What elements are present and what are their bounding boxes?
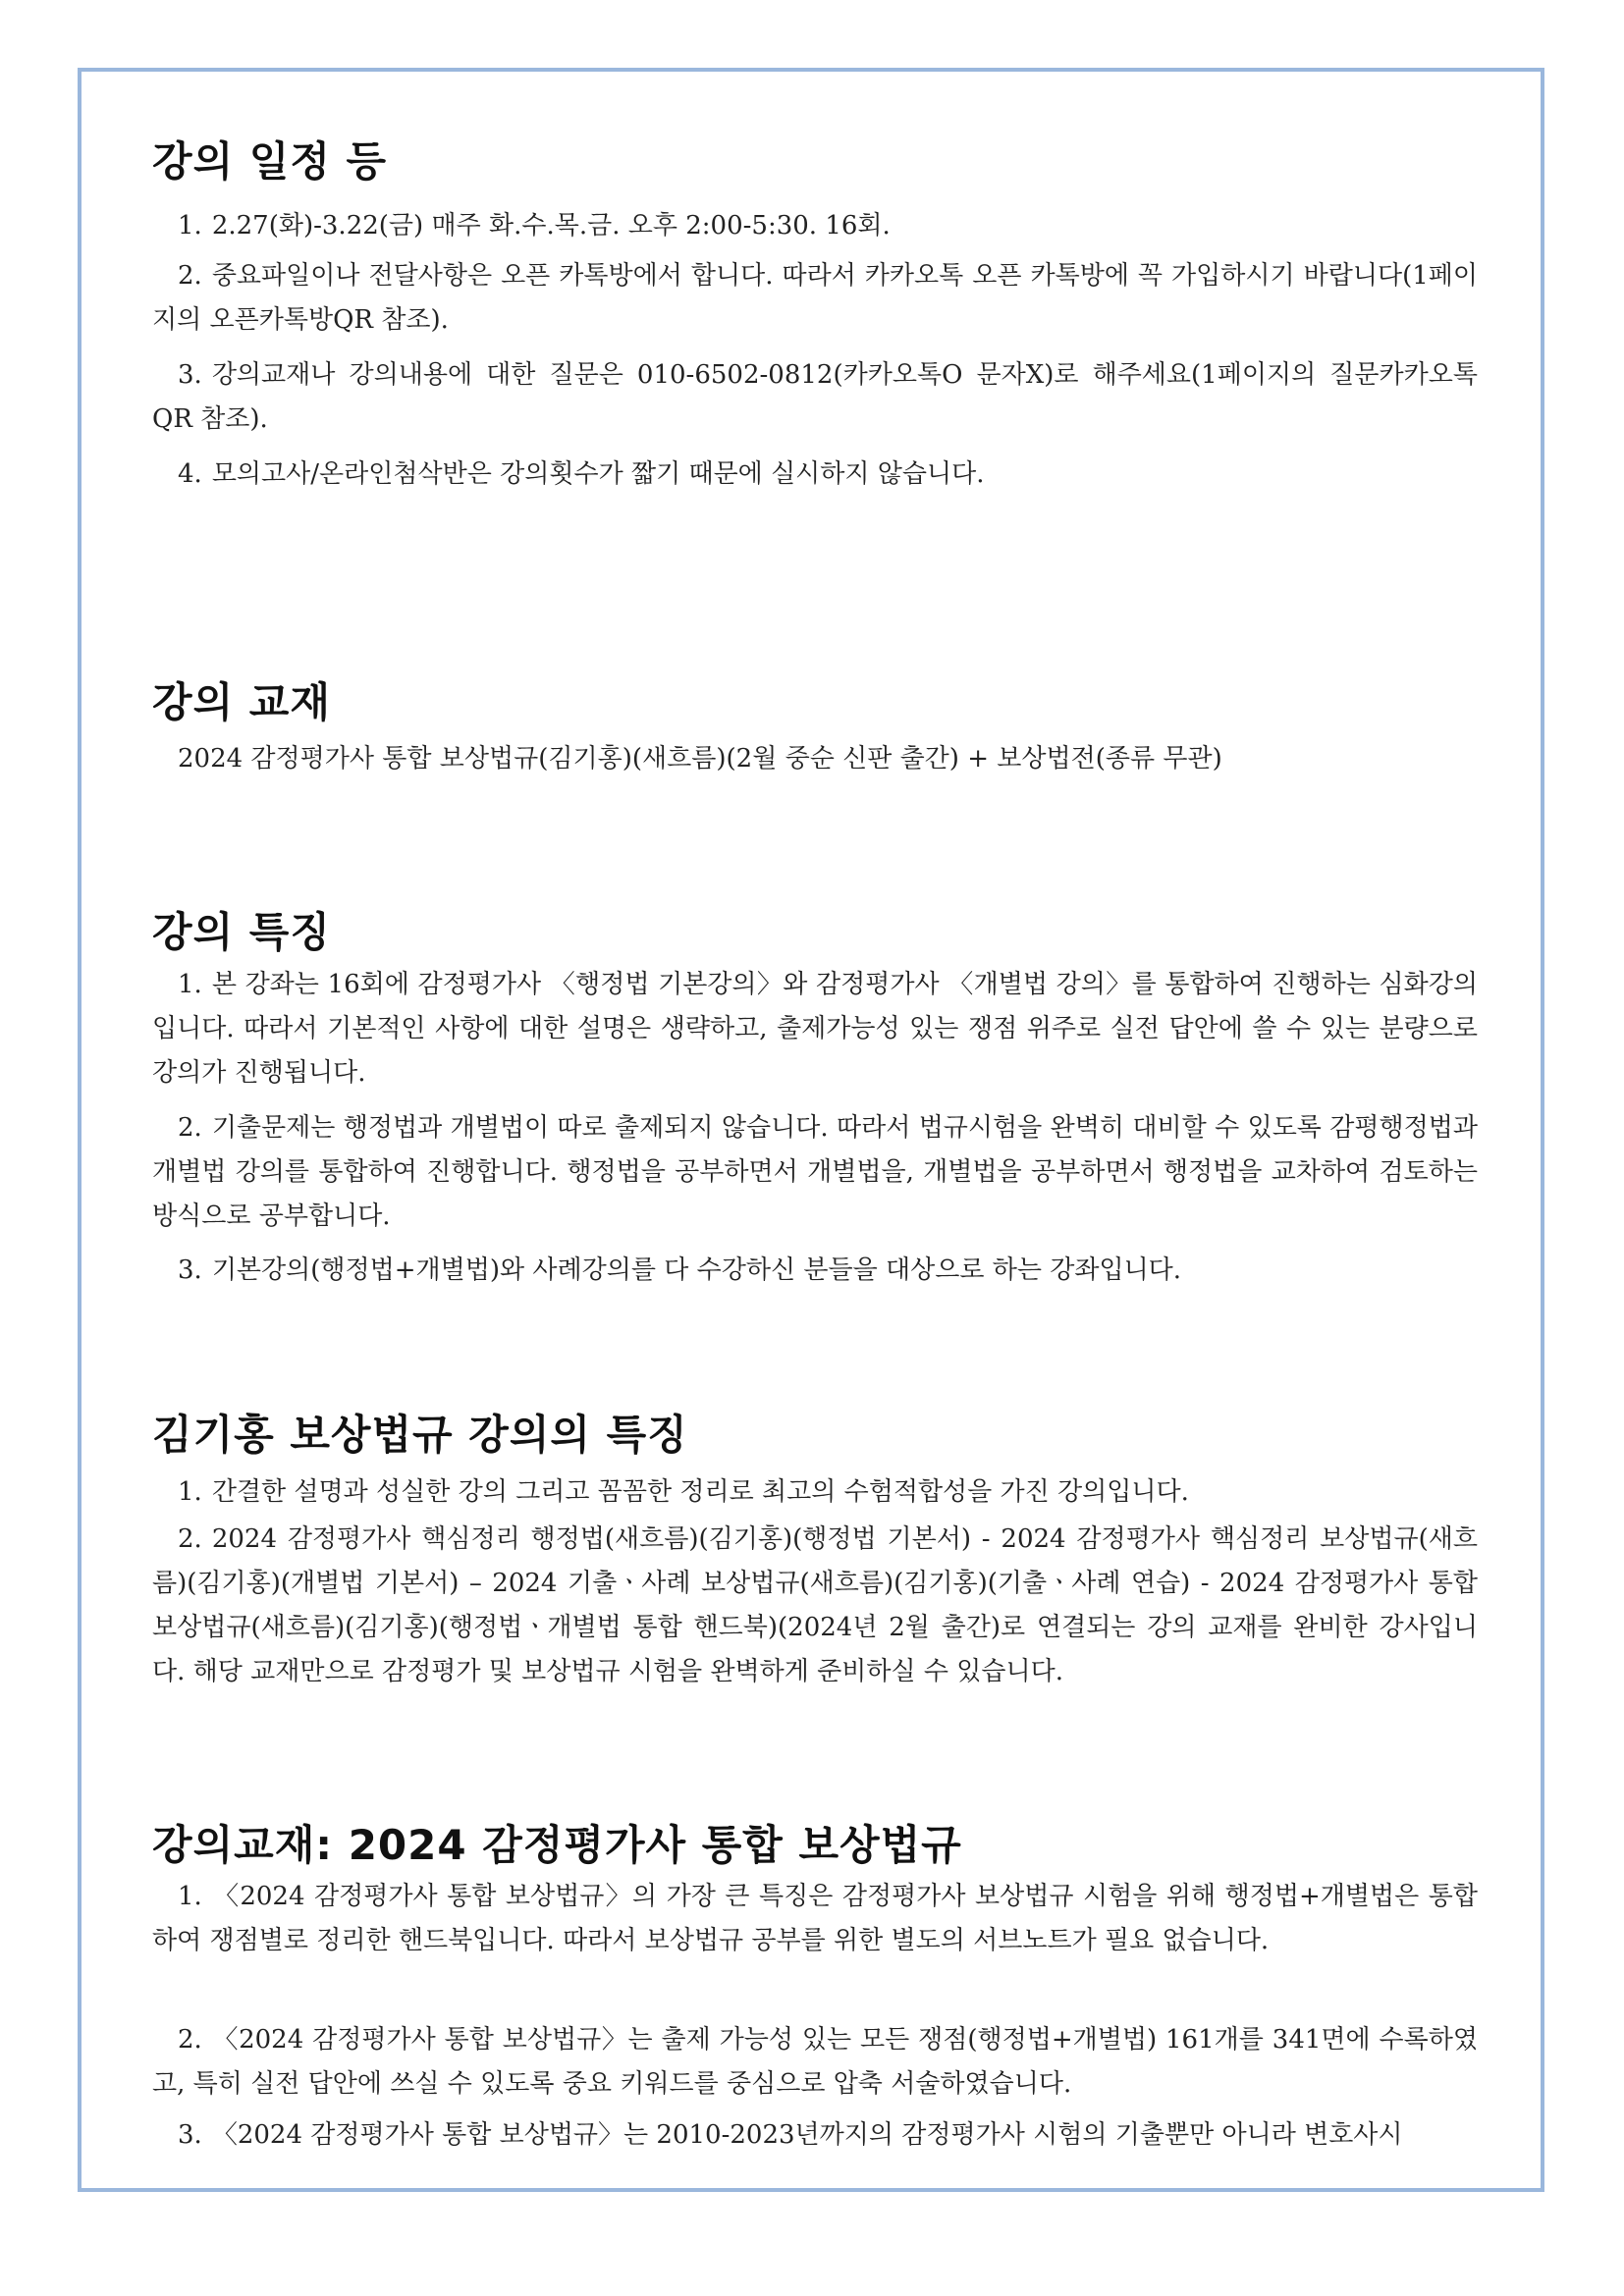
item-text: 간결한 설명과 성실한 강의 그리고 꼼꼼한 정리로 최고의 수험적합성을 가진 강의입니다.	[211, 1477, 1189, 1507]
feature-item-2	[152, 1106, 1478, 1239]
textbook-item	[152, 737, 1478, 781]
feature-item-1	[152, 963, 1478, 1095]
feature-item-3	[152, 1249, 1478, 1293]
schedule-item-1	[152, 204, 1478, 248]
section-title-instructor-features: 김기홍 보상법규 강의의 특징	[152, 1411, 688, 1459]
section-title-textbook: 강의 교재	[152, 678, 331, 726]
integrated-item-1	[152, 1875, 1478, 1963]
section-title-schedule: 강의 일정 등	[152, 137, 388, 186]
item-text: 기출문제는 행정법과 개별법이 따로 출제되지 않습니다. 따라서 법규시험을 완벽히 대비할 수 있도록 감평행정법과 개별법 강의를 통합하여 진행합니다. 행정법을 공부하면서 개별법을, 개별법을 공부하면서 행정법을 교차하여 검토하는 방식으로 공부합니다.	[152, 1113, 1478, 1231]
item-text: 2024 감정평가사 통합 보상법규(김기홍)(새흐름)(2월 중순 신판 출간) + 보상법전(종류 무관)	[178, 744, 1222, 774]
item-text: 〈2024 감정평가사 통합 보상법규〉는 2010-2023년까지의 감정평가사 시험의 기출뿐만 아니라 변호사시	[211, 2120, 1403, 2150]
item-text: 강의교재나 강의내용에 대한 질문은 010-6502-0812(카카오톡O 문자X)로 해주세요(1페이지의 질문카카오톡QR 참조).	[152, 360, 1478, 434]
item-text: 2024 감정평가사 핵심정리 행정법(새흐름)(김기홍)(행정법 기본서) - 2024 감정평가사 핵심정리 보상법규(새흐름)(김기홍)(개별법 기본서) – 2024 기출ㆍ사례 보상법규(새흐름)(김기홍)(기출ㆍ사례 연습) - 2024 감정평가사 통합 보상법규(새흐름)(김기홍)(행정법ㆍ개별법 통합 핸드북)(2024년 2월 출간)로 연결되는 강의 교재를 완비한 강사입니다. 해당 교재만으로 감정평가 및 보상법규 시험을 완벽하게 준비하실 수 있습니다.	[152, 1524, 1478, 1686]
instructor-item-2	[152, 1518, 1478, 1694]
section-title-integrated-textbook: 강의교재: 2024 감정평가사 통합 보상법규	[152, 1821, 962, 1869]
item-number: 1.	[178, 1882, 202, 1911]
item-number: 1.	[178, 1477, 202, 1507]
item-number: 1.	[178, 970, 202, 999]
item-text: 〈2024 감정평가사 통합 보상법규〉의 가장 큰 특징은 감정평가사 보상법규 시험을 위해 행정법+개별법은 통합하여 쟁점별로 정리한 핸드북입니다. 따라서 보상법규 공부를 위한 별도의 서브노트가 필요 없습니다.	[152, 1882, 1478, 1955]
item-number: 2.	[178, 1113, 202, 1143]
schedule-item-4	[152, 453, 1478, 497]
item-text: 2.27(화)-3.22(금) 매주 화.수.목.금. 오후 2:00-5:30. 16회.	[211, 211, 891, 240]
item-text: 기본강의(행정법+개별법)와 사례강의를 다 수강하신 분들을 대상으로 하는 강좌입니다.	[211, 1255, 1182, 1285]
schedule-item-3	[152, 353, 1478, 442]
section-title-features: 강의 특징	[152, 908, 331, 956]
integrated-item-2	[152, 2018, 1478, 2107]
item-number: 3.	[178, 2120, 202, 2150]
item-text: 중요파일이나 전달사항은 오픈 카톡방에서 합니다. 따라서 카카오톡 오픈 카톡방에 꼭 가입하시기 바랍니다(1페이지의 오픈카톡방QR 참조).	[152, 261, 1478, 335]
item-number: 3.	[178, 360, 202, 390]
instructor-item-1	[152, 1470, 1478, 1515]
item-number: 2.	[178, 2025, 202, 2055]
item-number: 2.	[178, 1524, 202, 1554]
item-text: 모의고사/온라인첨삭반은 강의횟수가 짧기 때문에 실시하지 않습니다.	[211, 459, 985, 489]
integrated-item-3	[152, 2113, 1478, 2158]
item-number: 3.	[178, 1255, 202, 1285]
item-number: 4.	[178, 459, 202, 489]
item-text: 본 강좌는 16회에 감정평가사 〈행정법 기본강의〉와 감정평가사 〈개별법 강의〉를 통합하여 진행하는 심화강의입니다. 따라서 기본적인 사항에 대한 설명은 생략하고, 출제가능성 있는 쟁점 위주로 실전 답안에 쓸 수 있는 분량으로 강의가 진행됩니다.	[152, 970, 1478, 1088]
item-text: 〈2024 감정평가사 통합 보상법규〉는 출제 가능성 있는 모든 쟁점(행정법+개별법) 161개를 341면에 수록하였고, 특히 실전 답안에 쓰실 수 있도록 중요 키워드를 중심으로 압축 서술하였습니다.	[152, 2025, 1478, 2099]
schedule-item-2	[152, 254, 1478, 343]
item-number: 2.	[178, 261, 202, 291]
item-number: 1.	[178, 211, 202, 240]
